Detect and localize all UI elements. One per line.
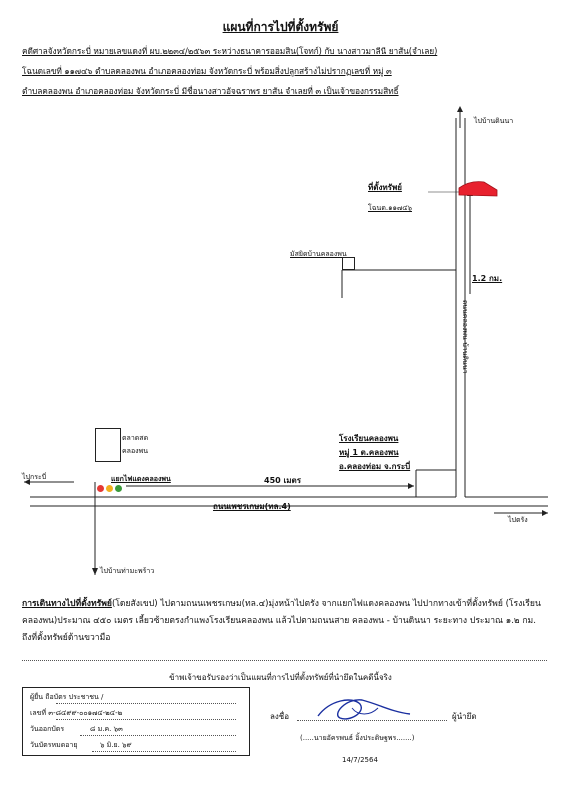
- to-trang-label: ไปตรัง: [508, 516, 528, 524]
- page-title: แผนที่การไปที่ตั้งทรัพย์: [222, 20, 339, 34]
- directions-heading: การเดินทางไปที่ตั้งทรัพย์: [22, 599, 112, 609]
- distance-1-2km-label: 1.2 กม.: [472, 274, 503, 283]
- directions-text: (โดยสังเขป) ไปตามถนนเพชรเกษม(ทล.๔)มุ่งหน้าไปตรัง จากแยกไฟแดงคลองพน ไปปากทางเข้าที่ตั้งทรัพย์ (โรงเรียนคลองพน)ประมาณ ๔๕๐ เมตร เลี้ยวซ้ายตรงกำแพงโรงเรียนคลองพน แล้วไปตามถนนสาย คลองพน - บ้านดินนา ระยะทาง ประมาณ ๑.๒ กม. ถึงที่ตั้งทรัพย์ด้านขวามือ: [22, 599, 541, 643]
- role-label: ผู้นำยึด: [452, 712, 477, 721]
- id-issue-value: ๘ ม.ค. ๖๓: [90, 725, 123, 733]
- id-card-line-1: ผู้ยื่น ถือบัตร ประชาชน /: [30, 693, 104, 701]
- id-expiry-value: ๖ มิ.ย. ๖๙: [100, 741, 132, 749]
- school-label-2: หมู่ 1 ต.คลองพน: [339, 448, 399, 457]
- case-header-line-2: โฉนดเลขที่ ๑๑๗๔๖ ตำบลคลองพน อำเภอคลองท่อม จังหวัดกระบี่ พร้อมสิ่งปลูกสร้างไม่ปรากฏเลขที่ หมู่ ๓: [22, 66, 392, 76]
- case-header-line-1: คดีศาลจังหวัดกระบี่ หมายเลขแดงที่ ผบ.๒๒๓๔/๒๕๖๓ ระหว่างธนาคารออมสิน(โจทก์) กับ นางสาวมาลีนี ยาสัน(จำเลย): [22, 46, 438, 56]
- id-expiry-label: วันบัตรหมดอายุ: [30, 741, 78, 749]
- traffic-light-label: แยกไฟแดงคลองพน: [111, 475, 171, 483]
- distance-450m-label: 450 เมตร: [264, 476, 301, 485]
- to-krabi-label: ไปกระบี่: [22, 473, 47, 481]
- title-deed-label: โฉนด.๑๑๗๔๖: [368, 204, 412, 212]
- sign-label: ลงชื่อ: [270, 712, 290, 721]
- case-header-line-3: ตำบลคลองพน อำเภอคลองท่อม จังหวัดกระบี่ มีชื่อนางสาวอัจฉราพร ยาสัน จำเลยที่ ๓ เป็นเจ้าของกรรมสิทธิ์: [22, 86, 399, 96]
- phetkasem-road-label: ถนนเพชรเกษม(ทล.4): [213, 502, 291, 511]
- market-label-2: คลองพน: [122, 447, 148, 455]
- market-label: ตลาดสด: [122, 434, 149, 442]
- to-tha-phrao-label: ไปบ้านท่ามะพร้าว: [100, 567, 155, 575]
- to-ban-din-na-label: ไปบ้านดินนา: [474, 117, 514, 125]
- school-label-3: อ.คลองท่อม จ.กระบี่: [339, 462, 411, 471]
- school-label-1: โรงเรียนคลองพน: [339, 434, 399, 443]
- certify-text: ข้าพเจ้าขอรับรองว่าเป็นแผนที่การไปที่ตั้งทรัพย์ที่นำยึดในคดีนี้จริง: [169, 673, 392, 682]
- signature-date: 14/7/2564: [342, 756, 378, 764]
- property-label: ที่ตั้งทรัพย์: [368, 183, 402, 192]
- signer-name: (.....นายอัครพนธ์ อิ้งประดิษฐพร.......): [300, 734, 415, 742]
- khlongphon-road-label: ถนนคลองพน-บ้านดินนา: [461, 300, 469, 374]
- id-issue-label: วันออกบัตร: [30, 725, 65, 733]
- mosque-label: มัสยิดบ้านคลองพน: [290, 250, 347, 258]
- id-card-number: เลขที่ ๓-๘๔๙๙-๐๐๑๗๔-๒๔-๒: [30, 709, 123, 717]
